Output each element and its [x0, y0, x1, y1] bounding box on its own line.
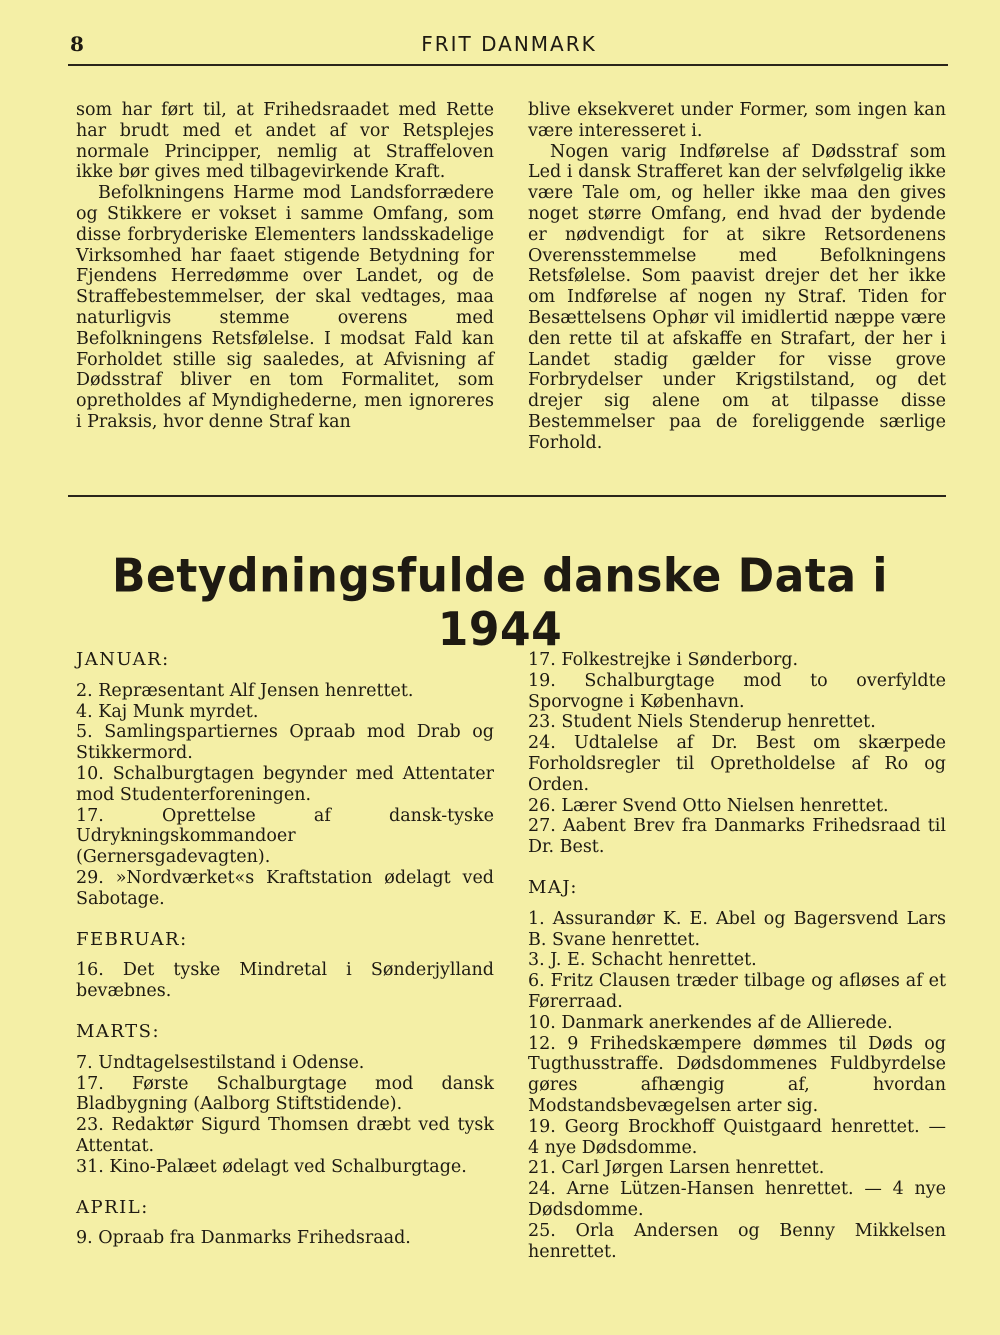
chronicle-entry: 24. Udtalelse af Dr. Best om skærpede Forholdsregler til Opretholdelse af Ro og Orden. — [528, 733, 946, 795]
month-spacer — [76, 910, 494, 930]
chronicle-entry: 19. Georg Brockhoff Quistgaard henrettet. — 4 nye Dødsdomme. — [528, 1116, 946, 1158]
month-heading: FEBRUAR: — [76, 928, 188, 950]
section-divider — [68, 495, 946, 497]
month-spacer — [76, 1002, 494, 1022]
chronicle-entry: 24. Arne Lützen-Hansen henrettet. — 4 nye Dødsdomme. — [528, 1179, 946, 1220]
chronicle-entry: 31. Kino-Palæet ødelagt ved Schalburgtage. — [76, 1156, 467, 1177]
page-number: 8 — [70, 32, 84, 56]
header-rule — [68, 64, 948, 66]
chronicle-entry: 9. Opraab fra Danmarks Frihedsraad. — [76, 1228, 411, 1249]
chronicle-entry: 26. Lærer Svend Otto Nielsen henrettet. — [528, 795, 889, 816]
chronicle-entry: 19. Schalburgtage mod to overfyldte Sporvogne i København. — [528, 670, 946, 712]
chronicle-entry: 4. Kaj Munk myrdet. — [76, 701, 259, 722]
chronicle-entry: 6. Fritz Clausen træder tilbage og afløses af et Førerraad. — [528, 971, 946, 1012]
article-right-column — [528, 100, 946, 454]
chronicle-entry: 27. Aabent Brev fra Danmarks Frihedsraad til Dr. Best. — [528, 816, 946, 858]
article-paragraph: Befolkningens Harme mod Landsforrædere og Stikkere er vokset i samme Omfang, som disse forbryderiske Elementers landsskadelige Virksomhed har faaet stigende Betydning for Fjendens Herredømme over Landet, og de Straffebestemmelser, der skal vedtages, maa naturligvis stemme overens med Befolkningens Retsfølelse. I modsat Fald kan Forholdet stille sig saaledes, at Afvisning af Dødsstraf bliver en tom Formalitet, som opretholdes af Myndighederne, men ignoreres i Praksis, hvor denne Straf kan — [76, 183, 494, 432]
publication-title: FRIT DANMARK — [421, 32, 597, 56]
chronicle-entry: 23. Student Niels Stenderup henrettet. — [528, 712, 876, 733]
chronicle-entry: 10. Schalburgtagen begynder med Attentater mod Studenterforeningen. — [76, 763, 494, 805]
chronicle-entry: 7. Undtagelsestilstand i Odense. — [76, 1052, 365, 1073]
section-headline: Betydningsfulde danske Data i 1944 — [112, 549, 888, 657]
chronicle-entry: 21. Carl Jørgen Larsen henrettet. — [528, 1158, 825, 1179]
month-heading: JANUAR: — [76, 649, 170, 670]
chronicle-entry: 29. »Nordværket«s Kraftstation ødelagt ved Sabotage. — [76, 867, 494, 909]
chronicle-entry: 25. Orla Andersen og Benny Mikkelsen henrettet. — [528, 1220, 946, 1262]
month-spacer — [76, 1178, 494, 1198]
chronicle-entry: 16. Det tyske Mindretal i Sønderjylland bevæbnes. — [76, 960, 494, 1002]
month-heading: MARTS: — [76, 1020, 161, 1042]
chronicle-entry: 3. J. E. Schacht henrettet. — [528, 950, 757, 971]
article-paragraph: blive eksekveret under Former, som ingen kan være interesseret i. — [528, 100, 946, 141]
chronicle-entry: 5. Samlingspartiernes Opraab mod Drab og Stikkermord. — [76, 722, 494, 764]
chronicle-right-column — [528, 650, 946, 1262]
article-left-column — [76, 100, 494, 433]
article-paragraph: som har ført til, at Frihedsraadet med Rette har brudt med et andet af vor Retsplejes normale Principper, nemlig at Straffeloven ikke bør gives med tilbagevirkende Kraft. — [76, 100, 494, 183]
page-header — [70, 32, 948, 62]
chronicle-entry: 10. Danmark anerkendes af de Allierede. — [528, 1012, 893, 1033]
chronicle-left-column — [76, 650, 494, 1249]
article-paragraph: Nogen varig Indførelse af Dødsstraf som Led i dansk Strafferet kan der selvfølgelig ikke være Tale om, og heller ikke maa den gives noget større Omfang, end hvad der bydende er nødvendigt for at sikre Retsordenens Overensstemmelse med Befolkningens Retsfølelse. Som paavist drejer det her ikke om Indførelse af nogen ny Straf. Tiden for Besættelsens Ophør vil imidlertid næppe være den rette til at afskaffe en Strafart, der her i Landet stadig gælder for visse grove Forbrydelser under Krigstilstand, og det drejer sig alene om at tilpasse disse Bestemmelser paa de foreliggende særlige Forhold. — [528, 141, 946, 453]
month-spacer — [528, 858, 946, 878]
chronicle-entry: 12. 9 Frihedskæmpere dømmes til Døds og Tugthusstraffe. Dødsdommenes Fuldbyrdelse gøres afhængig af, hvordan Modstandsbevægelsen arter sig. — [528, 1033, 946, 1116]
chronicle-entry: 2. Repræsentant Alf Jensen henrettet. — [76, 680, 414, 701]
month-heading: APRIL: — [76, 1196, 149, 1218]
chronicle-entry: 17. Oprettelse af dansk-tyske Udrykningskommandoer (Gernersgadevagten). — [76, 805, 494, 868]
chronicle-entry: 23. Redaktør Sigurd Thomsen dræbt ved tysk Attentat. — [76, 1115, 494, 1156]
chronicle-entry: 17. Første Schalburgtage mod dansk Bladbygning (Aalborg Stiftstidende). — [76, 1073, 494, 1115]
month-heading: MAJ: — [528, 876, 578, 898]
chronicle-entry: 1. Assurandør K. E. Abel og Bagersvend Lars B. Svane henrettet. — [528, 908, 946, 950]
chronicle-entry: 17. Folkestrejke i Sønderborg. — [528, 650, 799, 670]
